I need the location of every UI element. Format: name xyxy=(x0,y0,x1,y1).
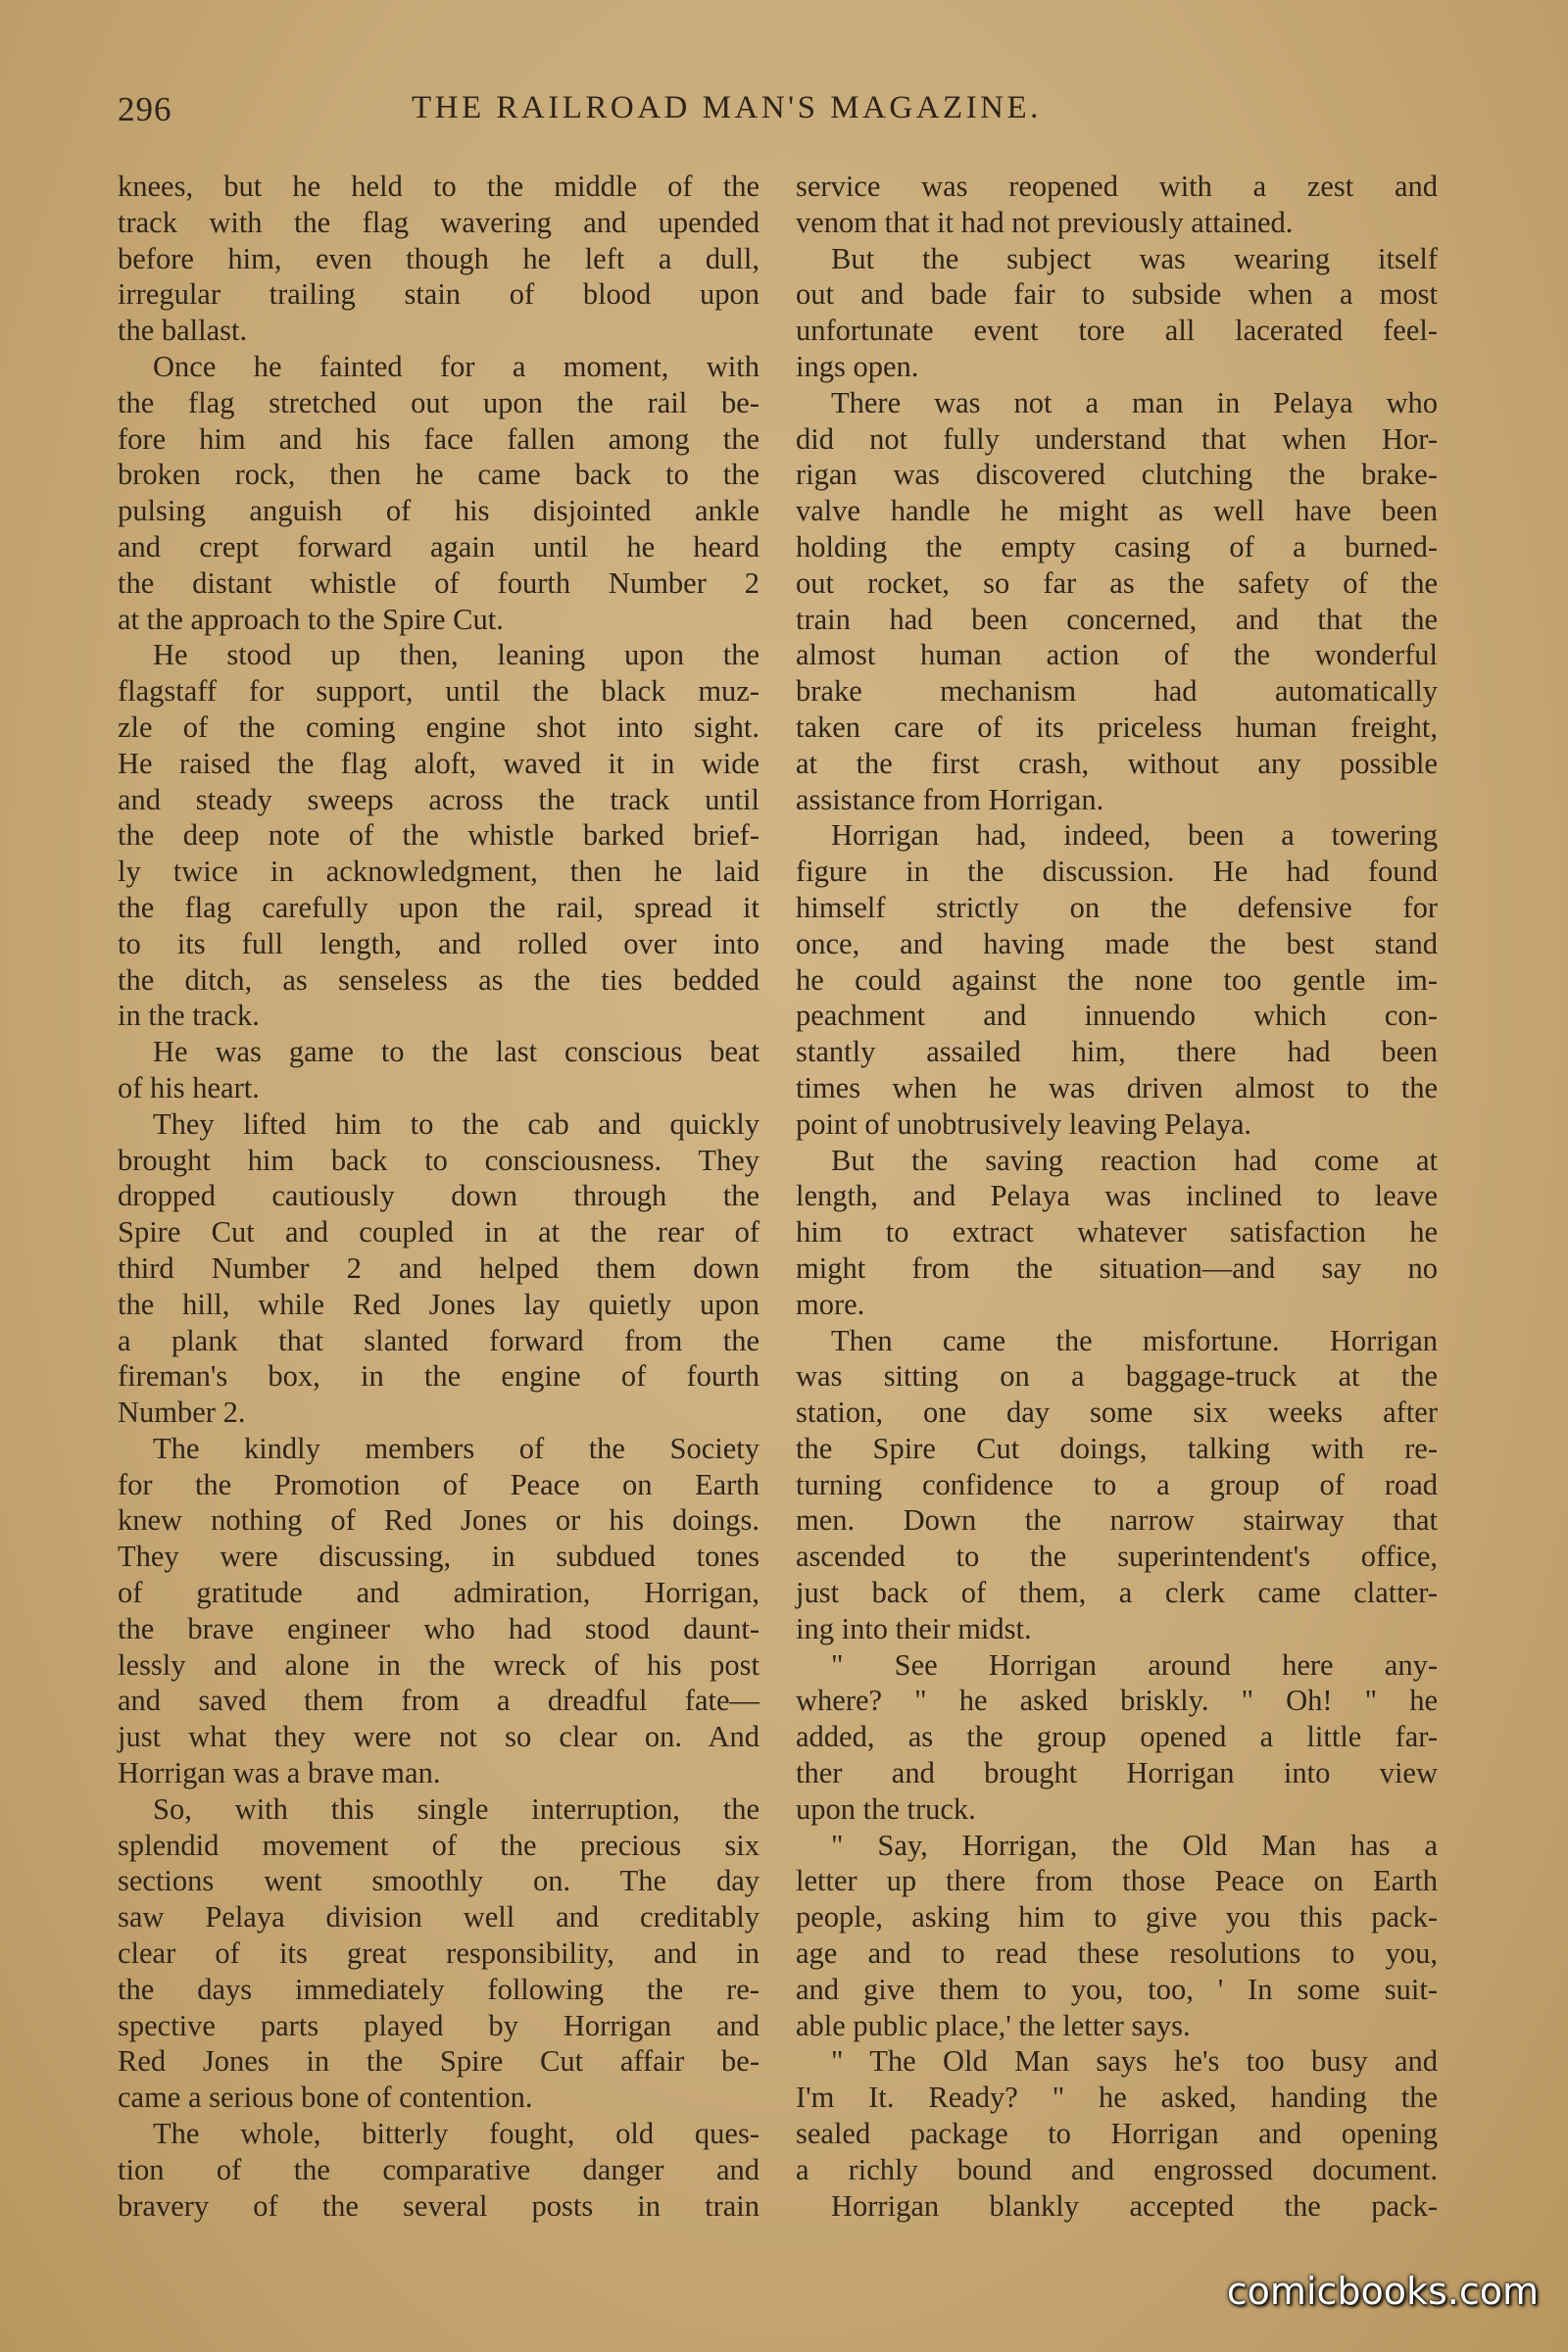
text-line: irregular trailing stain of blood upon xyxy=(118,277,760,312)
text-line: track with the flag wavering and upended xyxy=(118,205,760,239)
text-line: a plank that slanted forward from the xyxy=(118,1323,760,1357)
text-line: Horrigan had, indeed, been a towering xyxy=(831,818,1438,853)
text-line: bravery of the several posts in train xyxy=(118,2188,760,2223)
text-line: upon the truck. xyxy=(796,1791,976,1826)
text-line: length, and Pelaya was inclined to leave xyxy=(796,1179,1438,1213)
text-line: ascended to the superintendent's office, xyxy=(796,1540,1438,1574)
text-line: men. Down the narrow stairway that xyxy=(796,1503,1438,1538)
text-line: But the subject was wearing itself xyxy=(831,241,1438,275)
text-line: people, asking him to give you this pack- xyxy=(796,1900,1438,1935)
text-line: figure in the discussion. He had found xyxy=(796,855,1438,889)
text-line: Horrigan was a brave man. xyxy=(118,1756,441,1790)
text-line: holding the empty casing of a burned- xyxy=(796,529,1438,564)
text-line: So, with this single interruption, the xyxy=(153,1791,760,1826)
text-line: added, as the group opened a little far- xyxy=(796,1720,1438,1754)
text-line: the ballast. xyxy=(118,314,248,348)
text-line: rigan was discovered clutching the brake- xyxy=(796,458,1438,492)
text-line: and crept forward again until he heard xyxy=(118,529,760,564)
text-line: tion of the comparative danger and xyxy=(118,2152,760,2186)
right-column xyxy=(796,169,1438,2224)
text-line: splendid movement of the precious six xyxy=(118,1828,760,1862)
text-line: brake mechanism had automatically xyxy=(796,674,1438,709)
text-line: the flag carefully upon the rail, spread it xyxy=(118,890,760,924)
watermark-text: comicbooks.com xyxy=(1226,2270,1539,2313)
text-line: ly twice in acknowledgment, then he laid xyxy=(118,855,760,889)
text-line: assistance from Horrigan. xyxy=(796,782,1104,816)
text-line: the distant whistle of fourth Number 2 xyxy=(118,565,760,600)
text-line: letter up there from those Peace on Earth xyxy=(796,1864,1438,1898)
text-line: brought him back to consciousness. They xyxy=(118,1143,760,1177)
text-line: saw Pelaya division well and creditably xyxy=(118,1900,760,1935)
text-line: where? " he asked briskly. " Oh! " he xyxy=(796,1684,1438,1718)
text-line: pulsing anguish of his disjointed ankle xyxy=(118,494,760,528)
text-line: sealed package to Horrigan and opening xyxy=(796,2117,1438,2151)
text-line: the brave engineer who had stood daunt- xyxy=(118,1611,760,1645)
text-line: flagstaff for support, until the black muz- xyxy=(118,674,760,709)
text-line: at the first crash, without any possible xyxy=(796,746,1438,780)
text-line: before him, even though he left a dull, xyxy=(118,241,760,275)
text-line: Once he fainted for a moment, with xyxy=(153,349,760,383)
text-line: a richly bound and engrossed document. xyxy=(796,2152,1438,2186)
text-line: The whole, bitterly fought, old ques- xyxy=(153,2117,760,2151)
text-line: turning confidence to a group of road xyxy=(796,1467,1438,1501)
page-number: 296 xyxy=(118,90,172,128)
text-line: lessly and alone in the wreck of his post xyxy=(118,1647,760,1682)
text-line: the ditch, as senseless as the ties bedded xyxy=(118,962,760,997)
text-line: dropped cautiously down through the xyxy=(118,1179,760,1213)
text-line: times when he was driven almost to the xyxy=(796,1070,1438,1104)
text-line: and steady sweeps across the track until xyxy=(118,782,760,816)
text-line: in the track. xyxy=(118,999,260,1033)
text-line: He stood up then, leaning upon the xyxy=(153,638,760,672)
text-line: train had been concerned, and that the xyxy=(796,602,1438,636)
text-line: to its full length, and rolled over into xyxy=(118,926,760,960)
text-line: He raised the flag aloft, waved it in wide xyxy=(118,746,760,780)
text-line: once, and having made the best stand xyxy=(796,926,1438,960)
text-line: Number 2. xyxy=(118,1396,246,1430)
text-line: the deep note of the whistle barked brief- xyxy=(118,818,760,853)
text-line: They were discussing, in subdued tones xyxy=(118,1540,760,1574)
text-line: almost human action of the wonderful xyxy=(796,638,1438,672)
text-line: out and bade fair to subside when a most xyxy=(796,277,1438,312)
text-line: I'm It. Ready? " he asked, handing the xyxy=(796,2081,1438,2115)
text-line: out rocket, so far as the safety of the xyxy=(796,565,1438,600)
text-line: came a serious bone of contention. xyxy=(118,2081,533,2115)
text-line: venom that it had not previously attained. xyxy=(796,205,1294,239)
text-line: Then came the misfortune. Horrigan xyxy=(831,1323,1438,1357)
text-line: himself strictly on the defensive for xyxy=(796,890,1438,924)
text-line: of gratitude and admiration, Horrigan, xyxy=(118,1576,760,1610)
text-line: zle of the coming engine shot into sight. xyxy=(118,710,760,744)
running-title: THE RAILROAD MAN'S MAGAZINE. xyxy=(412,90,1042,125)
text-line: service was reopened with a zest and xyxy=(796,170,1438,203)
text-line: ings open. xyxy=(796,349,919,383)
text-line: station, one day some six weeks after xyxy=(796,1396,1438,1430)
text-line: " See Horrigan around here any- xyxy=(831,1647,1438,1682)
text-line: The kindly members of the Society xyxy=(153,1431,760,1465)
text-line: fireman's box, in the engine of fourth xyxy=(118,1359,760,1394)
text-line: ing into their midst. xyxy=(796,1611,1032,1645)
text-line: at the approach to the Spire Cut. xyxy=(118,602,504,636)
text-line: the Spire Cut doings, talking with re- xyxy=(796,1431,1438,1465)
page-header xyxy=(118,90,1450,139)
text-line: did not fully understand that when Hor- xyxy=(796,421,1438,456)
text-line: valve handle he might as well have been xyxy=(796,494,1438,528)
text-line: Horrigan blankly accepted the pack- xyxy=(831,2188,1438,2223)
text-line: more. xyxy=(796,1287,865,1321)
text-line: was sitting on a baggage-truck at the xyxy=(796,1359,1438,1394)
text-line: Spire Cut and coupled in at the rear of xyxy=(118,1215,760,1250)
text-line: spective parts played by Horrigan and xyxy=(118,2008,760,2042)
left-column xyxy=(118,169,760,2224)
text-line: peachment and innuendo which con- xyxy=(796,999,1438,1033)
text-line: the days immediately following the re- xyxy=(118,1972,760,2006)
text-line: point of unobtrusively leaving Pelaya. xyxy=(796,1106,1252,1141)
text-line: and give them to you, too, ' In some suit- xyxy=(796,1972,1438,2006)
text-line: the flag stretched out upon the rail be- xyxy=(118,385,760,419)
text-line: They lifted him to the cab and quickly xyxy=(153,1106,760,1141)
text-line: of his heart. xyxy=(118,1070,260,1104)
text-line: knees, but he held to the middle of the xyxy=(118,170,760,203)
text-line: Red Jones in the Spire Cut affair be- xyxy=(118,2044,760,2079)
text-line: for the Promotion of Peace on Earth xyxy=(118,1467,760,1501)
text-line: third Number 2 and helped them down xyxy=(118,1250,760,1285)
text-line: just what they were not so clear on. And xyxy=(118,1720,760,1754)
text-line: " The Old Man says he's too busy and xyxy=(831,2044,1438,2079)
text-line: and saved them from a dreadful fate— xyxy=(118,1684,760,1718)
text-line: knew nothing of Red Jones or his doings. xyxy=(118,1503,760,1538)
text-line: broken rock, then he came back to the xyxy=(118,458,760,492)
text-line: He was game to the last conscious beat xyxy=(153,1035,760,1069)
text-line: just back of them, a clerk came clatter- xyxy=(796,1576,1438,1610)
text-line: " Say, Horrigan, the Old Man has a xyxy=(831,1828,1438,1862)
text-line: stantly assailed him, there had been xyxy=(796,1035,1438,1069)
text-line: the hill, while Red Jones lay quietly upon xyxy=(118,1287,760,1321)
text-line: might from the situation—and say no xyxy=(796,1250,1438,1285)
text-line: ther and brought Horrigan into view xyxy=(796,1756,1438,1790)
text-line: taken care of its priceless human freight, xyxy=(796,710,1438,744)
text-line: There was not a man in Pelaya who xyxy=(831,385,1438,419)
text-line: But the saving reaction had come at xyxy=(831,1143,1438,1177)
text-line: clear of its great responsibility, and in xyxy=(118,1936,760,1971)
text-line: him to extract whatever satisfaction he xyxy=(796,1215,1438,1250)
text-line: he could against the none too gentle im- xyxy=(796,962,1438,997)
text-line: fore him and his face fallen among the xyxy=(118,421,760,456)
text-line: sections went smoothly on. The day xyxy=(118,1864,760,1898)
text-line: age and to read these resolutions to you, xyxy=(796,1936,1438,1971)
text-line: able public place,' the letter says. xyxy=(796,2008,1191,2042)
text-line: unfortunate event tore all lacerated feel- xyxy=(796,314,1438,348)
